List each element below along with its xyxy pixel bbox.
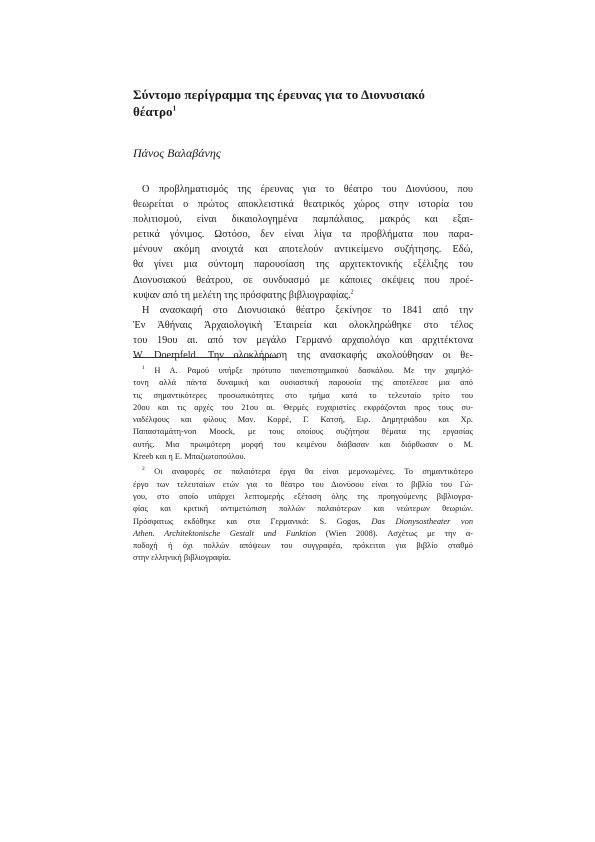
title-footnote-marker[interactable]: 1 — [172, 104, 177, 113]
book-title: Das Dionysostheater von — [371, 516, 474, 526]
footnote-line: τις σημαντικότερες προσωπικότητες στο τμήμα κατά το τελευταίο τρίτο του — [133, 390, 473, 400]
author-name: Πάνος Βαλαβάνης — [133, 146, 221, 160]
footnote-line — [133, 516, 473, 528]
footnote-line: γου, στο οποίο υπάρχει λεπτομερής εξέταση όλης της προηγούμενης βιβλιογρα- — [133, 491, 473, 501]
footnote-2 — [133, 466, 473, 564]
footnote-line: Kreeb και η Ε. Μπαζιωτοπούλου. — [133, 452, 246, 462]
article-title — [133, 86, 473, 120]
footnote-line-text: Πρόσφατως εκδόθηκε και στα Γερμανικά: S. Gogos, — [133, 516, 361, 526]
footnote-line: αυτής. Μια πρωιμότερη μορφή του κειμένου διάβασαν και διόρθωσαν ο Μ. — [133, 439, 473, 449]
text-line: Ἐν Ἀθήναις Ἀρχαιολογικὴ Ἑταιρεία και ολοκληρώθηκε στο τέλος — [133, 319, 473, 331]
text-line: Η ανασκαφή στο Διονυσιακό θέατρο ξεκίνησε το 1841 από την — [142, 304, 473, 316]
footnote-number: 2 — [142, 466, 145, 473]
book-title: Athen. Architektonische Gestalt und Funktion — [133, 528, 317, 538]
text-line-content: κυψαν από τη μελέτη της πρόσφατης βιβλιογραφίας. — [133, 289, 351, 301]
footnote-line: Παπασταμάτη-von Moock, με τους οποίους συζήτησα θέματα της εργασίας — [133, 427, 473, 437]
paragraph-2 — [133, 303, 473, 363]
text-line — [133, 288, 473, 303]
footnote-line — [133, 466, 473, 478]
footnote-line-text: Οι αναφορές σε παλαιότερα έργα θα είναι μεμονωμένες. Το σημαντικότερο — [154, 467, 473, 477]
text-line: πολιτισμού, είναι δικαιολογημένα παμπάλαιος, μακρός και εξαι- — [133, 214, 473, 226]
footnote-line: ναδέλφους και φίλους Μαν. Κορρέ, Γ. Κατσή, Ειρ. Δημητριάδου και Χρ. — [133, 415, 473, 425]
footnote-line — [133, 365, 473, 377]
footnotes — [133, 365, 473, 565]
text-line: Ο προβληματισμός της έρευνας για το θέατρο του Διονύσου, που — [142, 184, 473, 195]
paragraph-1 — [133, 182, 473, 303]
text-line: του 19ου αι. από τον μεγάλο Γερμανό αρχαιολόγο και αρχιτέκτονα — [133, 334, 473, 346]
footnote-line: ποδοχή ή όχι πολλών απόψεων του συγγραφέα, πρόκειται για βιβλίο σταθμό — [133, 541, 473, 551]
footnote-number: 1 — [142, 365, 145, 372]
footnote-line — [133, 528, 473, 540]
title-line-1: Σύντομο περίγραμμα της έρευνας για το Διονυσιακό — [133, 87, 425, 102]
footnote-line-text: (Wien 2008). Ασχέτως με την α- — [325, 528, 474, 538]
footnote-separator — [133, 357, 278, 358]
text-line: θεωρείται ο πρώτος αποκλειστικά θεατρικός χώρος στην ιστορία του — [133, 199, 473, 211]
footnote-marker[interactable]: 2 — [350, 289, 354, 296]
footnote-line: στην ελληνική βιβλιογραφία. — [133, 553, 231, 563]
text-line: μένουν ακόμη ανοιχτά και αποτελούν αντικείμενο συζήτησης. Εδώ, — [133, 244, 473, 256]
title-line-2: θέατρο — [133, 104, 173, 119]
body-text — [133, 182, 473, 363]
text-line: ρετικά γόνιμος. Ωστόσο, δεν είναι λίγα τα προβλήματα που παρα- — [133, 229, 473, 241]
footnote-line: έργο των τελευταίων ετών για το θέατρο του Διονύσου είναι το βιβλίο του Γώ- — [133, 479, 473, 489]
text-line: θα γίνει μια σύντομη παρουσίαση της αρχιτεκτονικής εξέλιξης του — [133, 259, 473, 271]
footnote-line: τονη αλλά πάντα δυναμική και ουσιαστική παρουσία της αποτέλεσε μια από — [133, 378, 473, 388]
footnote-line: 20ου και τις αρχές του 21ου αι. Θερμές ευχαριστίες εκφράζονται προς τους συ- — [133, 402, 473, 412]
footnote-line-text: Η Α. Ραμού υπήρξε πρότυπο πανεπιστημιακού δασκάλου. Με την χαμηλό- — [154, 366, 473, 375]
footnote-1 — [133, 365, 473, 463]
text-line: Διονυσιακού θεάτρου, σε συνδυασμό με κάποιες σκέψεις που προέ- — [133, 274, 473, 286]
footnote-line: φίας και κριτική αντιμετώπιση πολλών παλαιότερων και νεώτερων θεωριών. — [133, 504, 473, 514]
text-line: W. Doerpfeld. Την ολοκλήρωση της ανασκαφής ακολούθησαν οι θε- — [133, 350, 473, 362]
